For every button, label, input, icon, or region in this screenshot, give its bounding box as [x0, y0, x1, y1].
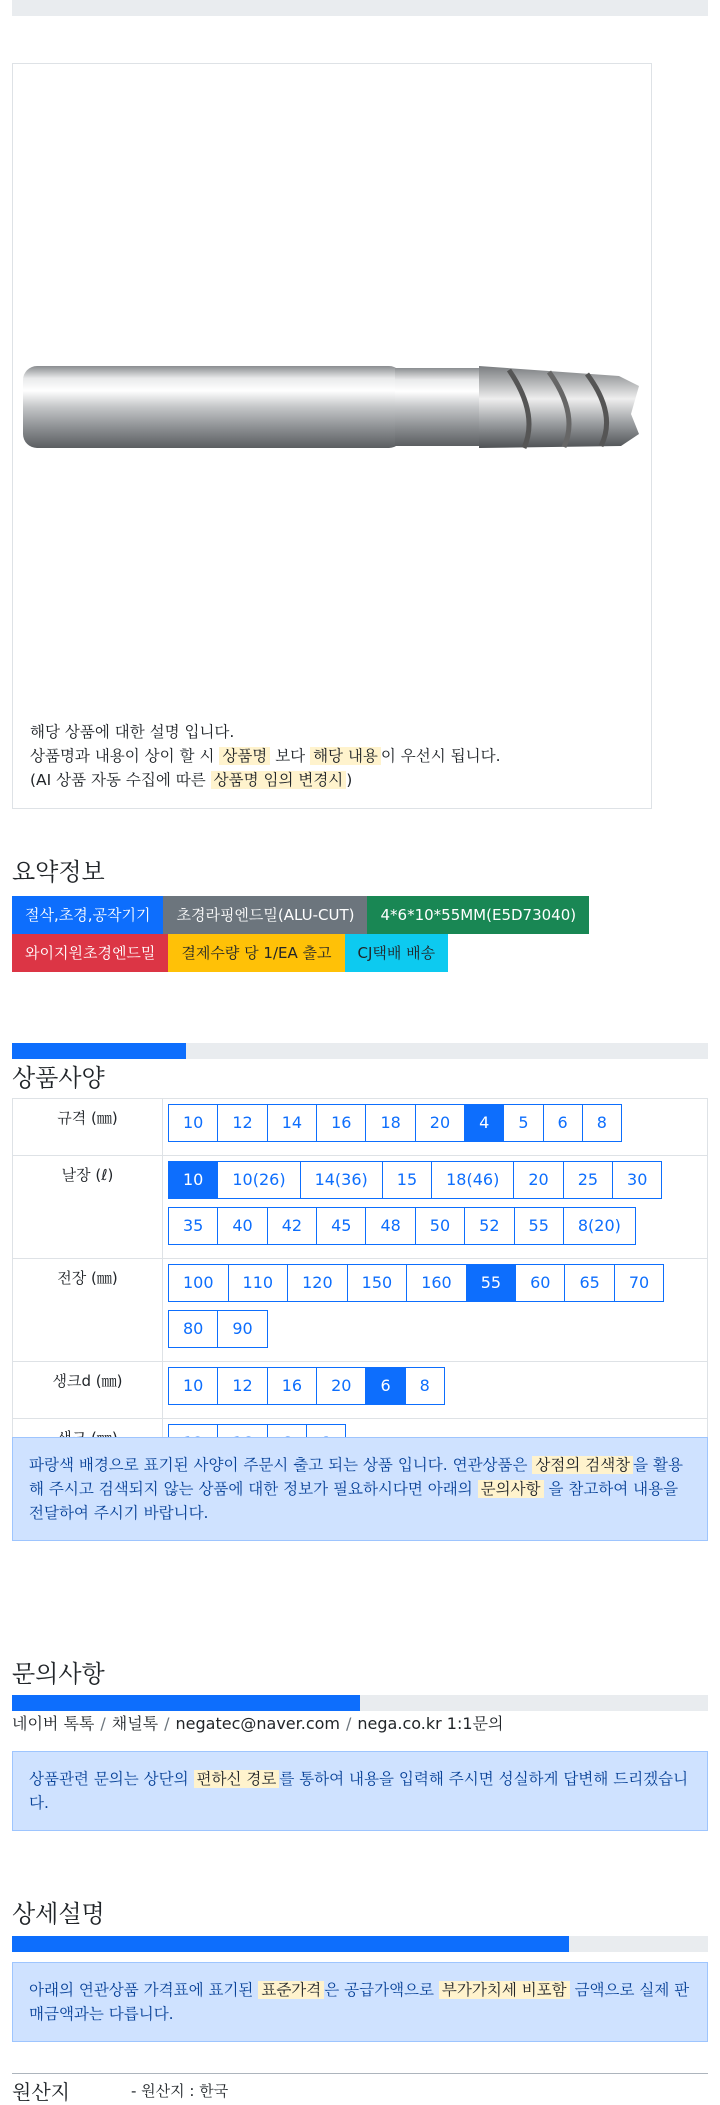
specs-notice: 파랑색 배경으로 표기된 사양이 주문시 출고 되는 상품 입니다. 연관상품은 상점의 검색창 을 활용해 주시고 검색되지 않는 상품에 대한 정보가 필요하시다면 아래의 문의사항 을 참고하여 내용을 전달하여 주시기 바랍니다. [12, 1437, 708, 1541]
spec-option-button[interactable]: 8 [582, 1104, 622, 1142]
spec-label: 생크d (㎜) [13, 1362, 163, 1419]
spec-option-button[interactable]: 10 [168, 1367, 218, 1405]
category-badge: 절삭,초경,공작기기 [12, 896, 163, 934]
spec-option-button[interactable]: 16 [316, 1104, 366, 1142]
spec-option-button[interactable]: 52 [464, 1207, 514, 1245]
product-description [30, 720, 501, 792]
specs-progress-bar [12, 1043, 708, 1059]
inquiry-progress-bar [12, 1695, 708, 1711]
origin-value: - 원산지 : 한국 [131, 2082, 229, 2100]
contact-site-qna[interactable]: nega.co.kr 1:1문의 [357, 1714, 504, 1733]
spec-option-button[interactable]: 110 [228, 1264, 289, 1302]
quantity-badge: 결제수량 당 1/EA 출고 [168, 934, 344, 972]
contact-channel-talk[interactable]: 채널톡 [111, 1714, 159, 1733]
origin-row [12, 2073, 708, 2105]
spec-option-button[interactable]: 8 [405, 1367, 445, 1405]
spec-option-button[interactable]: 45 [316, 1207, 366, 1245]
spec-options [163, 1259, 708, 1362]
spec-option-button[interactable]: 48 [365, 1207, 415, 1245]
spec-option-button[interactable]: 10 [168, 1104, 218, 1142]
inquiry-title: 문의사항 [12, 1660, 105, 1688]
endmill-product-image [19, 324, 645, 494]
detail-notice: 아래의 연관상품 가격표에 표기된 표준가격 은 공급가액으로 부가가치세 비포함 금액으로 실제 판매금액과는 다릅니다. [12, 1962, 708, 2042]
spec-option-button[interactable]: 12 [217, 1104, 267, 1142]
spec-option-button[interactable]: 20 [513, 1161, 563, 1199]
product-card [12, 63, 652, 809]
spec-option-button[interactable]: 90 [217, 1310, 267, 1348]
desc-line-1: 해당 상품에 대한 설명 입니다. [30, 723, 235, 741]
spec-option-button[interactable]: 100 [168, 1264, 229, 1302]
spec-option-button[interactable]: 60 [515, 1264, 565, 1302]
spec-option-button[interactable]: 18(46) [431, 1161, 514, 1199]
spec-row [13, 1099, 708, 1156]
spec-option-button[interactable]: 15 [382, 1161, 432, 1199]
top-gray-bar [12, 0, 708, 16]
spec-label: 날장 (ℓ) [13, 1156, 163, 1259]
spec-options [163, 1156, 708, 1259]
spec-option-button[interactable]: 55 [466, 1264, 516, 1302]
spec-option-button[interactable]: 8(20) [563, 1207, 636, 1245]
spec-option-button[interactable]: 35 [168, 1207, 218, 1245]
spec-label: 전장 (㎜) [13, 1259, 163, 1362]
spec-option-button[interactable]: 6 [365, 1367, 405, 1405]
detail-progress-bar [12, 1936, 708, 1952]
specs-title: 상품사양 [12, 1064, 105, 1092]
spec-option-button[interactable]: 20 [316, 1367, 366, 1405]
desc-line-3: (AI 상품 자동 수집에 따른 상품명 임의 변경시 ) [30, 771, 353, 789]
spec-option-button[interactable]: 55 [514, 1207, 564, 1245]
spec-option-button[interactable]: 65 [564, 1264, 614, 1302]
spec-option-button[interactable]: 12 [217, 1367, 267, 1405]
spec-option-button[interactable]: 50 [415, 1207, 465, 1245]
spec-option-button[interactable]: 5 [503, 1104, 543, 1142]
origin-label: 원산지 [12, 2080, 70, 2104]
spec-option-button[interactable]: 25 [563, 1161, 613, 1199]
spec-option-button[interactable]: 6 [543, 1104, 583, 1142]
inquiry-notice: 상품관련 문의는 상단의 편하신 경로 를 통하여 내용을 입력해 주시면 성실하게 답변해 드리겠습니다. [12, 1751, 708, 1831]
spec-option-button[interactable]: 30 [612, 1161, 662, 1199]
summary-badges [12, 896, 712, 972]
spec-option-button[interactable]: 10(26) [217, 1161, 300, 1199]
contact-naver-talk[interactable]: 네이버 톡톡 [12, 1714, 95, 1733]
desc-line-2: 상품명과 내용이 상이 할 시 상품명 보다 해당 내용 이 우선시 됩니다. [30, 747, 501, 765]
contact-email[interactable]: negatec@naver.com [175, 1714, 341, 1733]
spec-options [163, 1362, 708, 1419]
spec-option-button[interactable]: 42 [267, 1207, 317, 1245]
spec-row [13, 1362, 708, 1419]
spec-row [13, 1156, 708, 1259]
spec-table [12, 1098, 708, 1476]
brand-badge: 와이지원초경엔드밀 [12, 934, 168, 972]
spec-row [13, 1259, 708, 1362]
spec-option-button[interactable]: 4 [464, 1104, 504, 1142]
spec-option-button[interactable]: 120 [287, 1264, 348, 1302]
spec-option-button[interactable]: 70 [614, 1264, 664, 1302]
contact-links: 네이버 톡톡 / 채널톡 / negatec@naver.com / nega.co.kr 1:1문의 [12, 1714, 504, 1733]
spec-options [163, 1099, 708, 1156]
spec-option-button[interactable]: 150 [347, 1264, 408, 1302]
detail-title: 상세설명 [12, 1900, 105, 1928]
spec-option-button[interactable]: 14 [267, 1104, 317, 1142]
spec-option-button[interactable]: 40 [217, 1207, 267, 1245]
spec-option-button[interactable]: 10 [168, 1161, 218, 1199]
spec-label: 규격 (㎜) [13, 1099, 163, 1156]
spec-option-button[interactable]: 80 [168, 1310, 218, 1348]
spec-option-button[interactable]: 20 [415, 1104, 465, 1142]
model-badge: 4*6*10*55MM(E5D73040) [367, 896, 589, 934]
spec-option-button[interactable]: 18 [365, 1104, 415, 1142]
summary-title: 요약정보 [12, 858, 105, 886]
spec-option-button[interactable]: 160 [406, 1264, 467, 1302]
shipping-badge: CJ택배 배송 [345, 934, 449, 972]
spec-option-button[interactable]: 14(36) [300, 1161, 383, 1199]
spec-option-button[interactable]: 16 [267, 1367, 317, 1405]
product-type-badge: 초경라핑엔드밀(ALU-CUT) [163, 896, 367, 934]
